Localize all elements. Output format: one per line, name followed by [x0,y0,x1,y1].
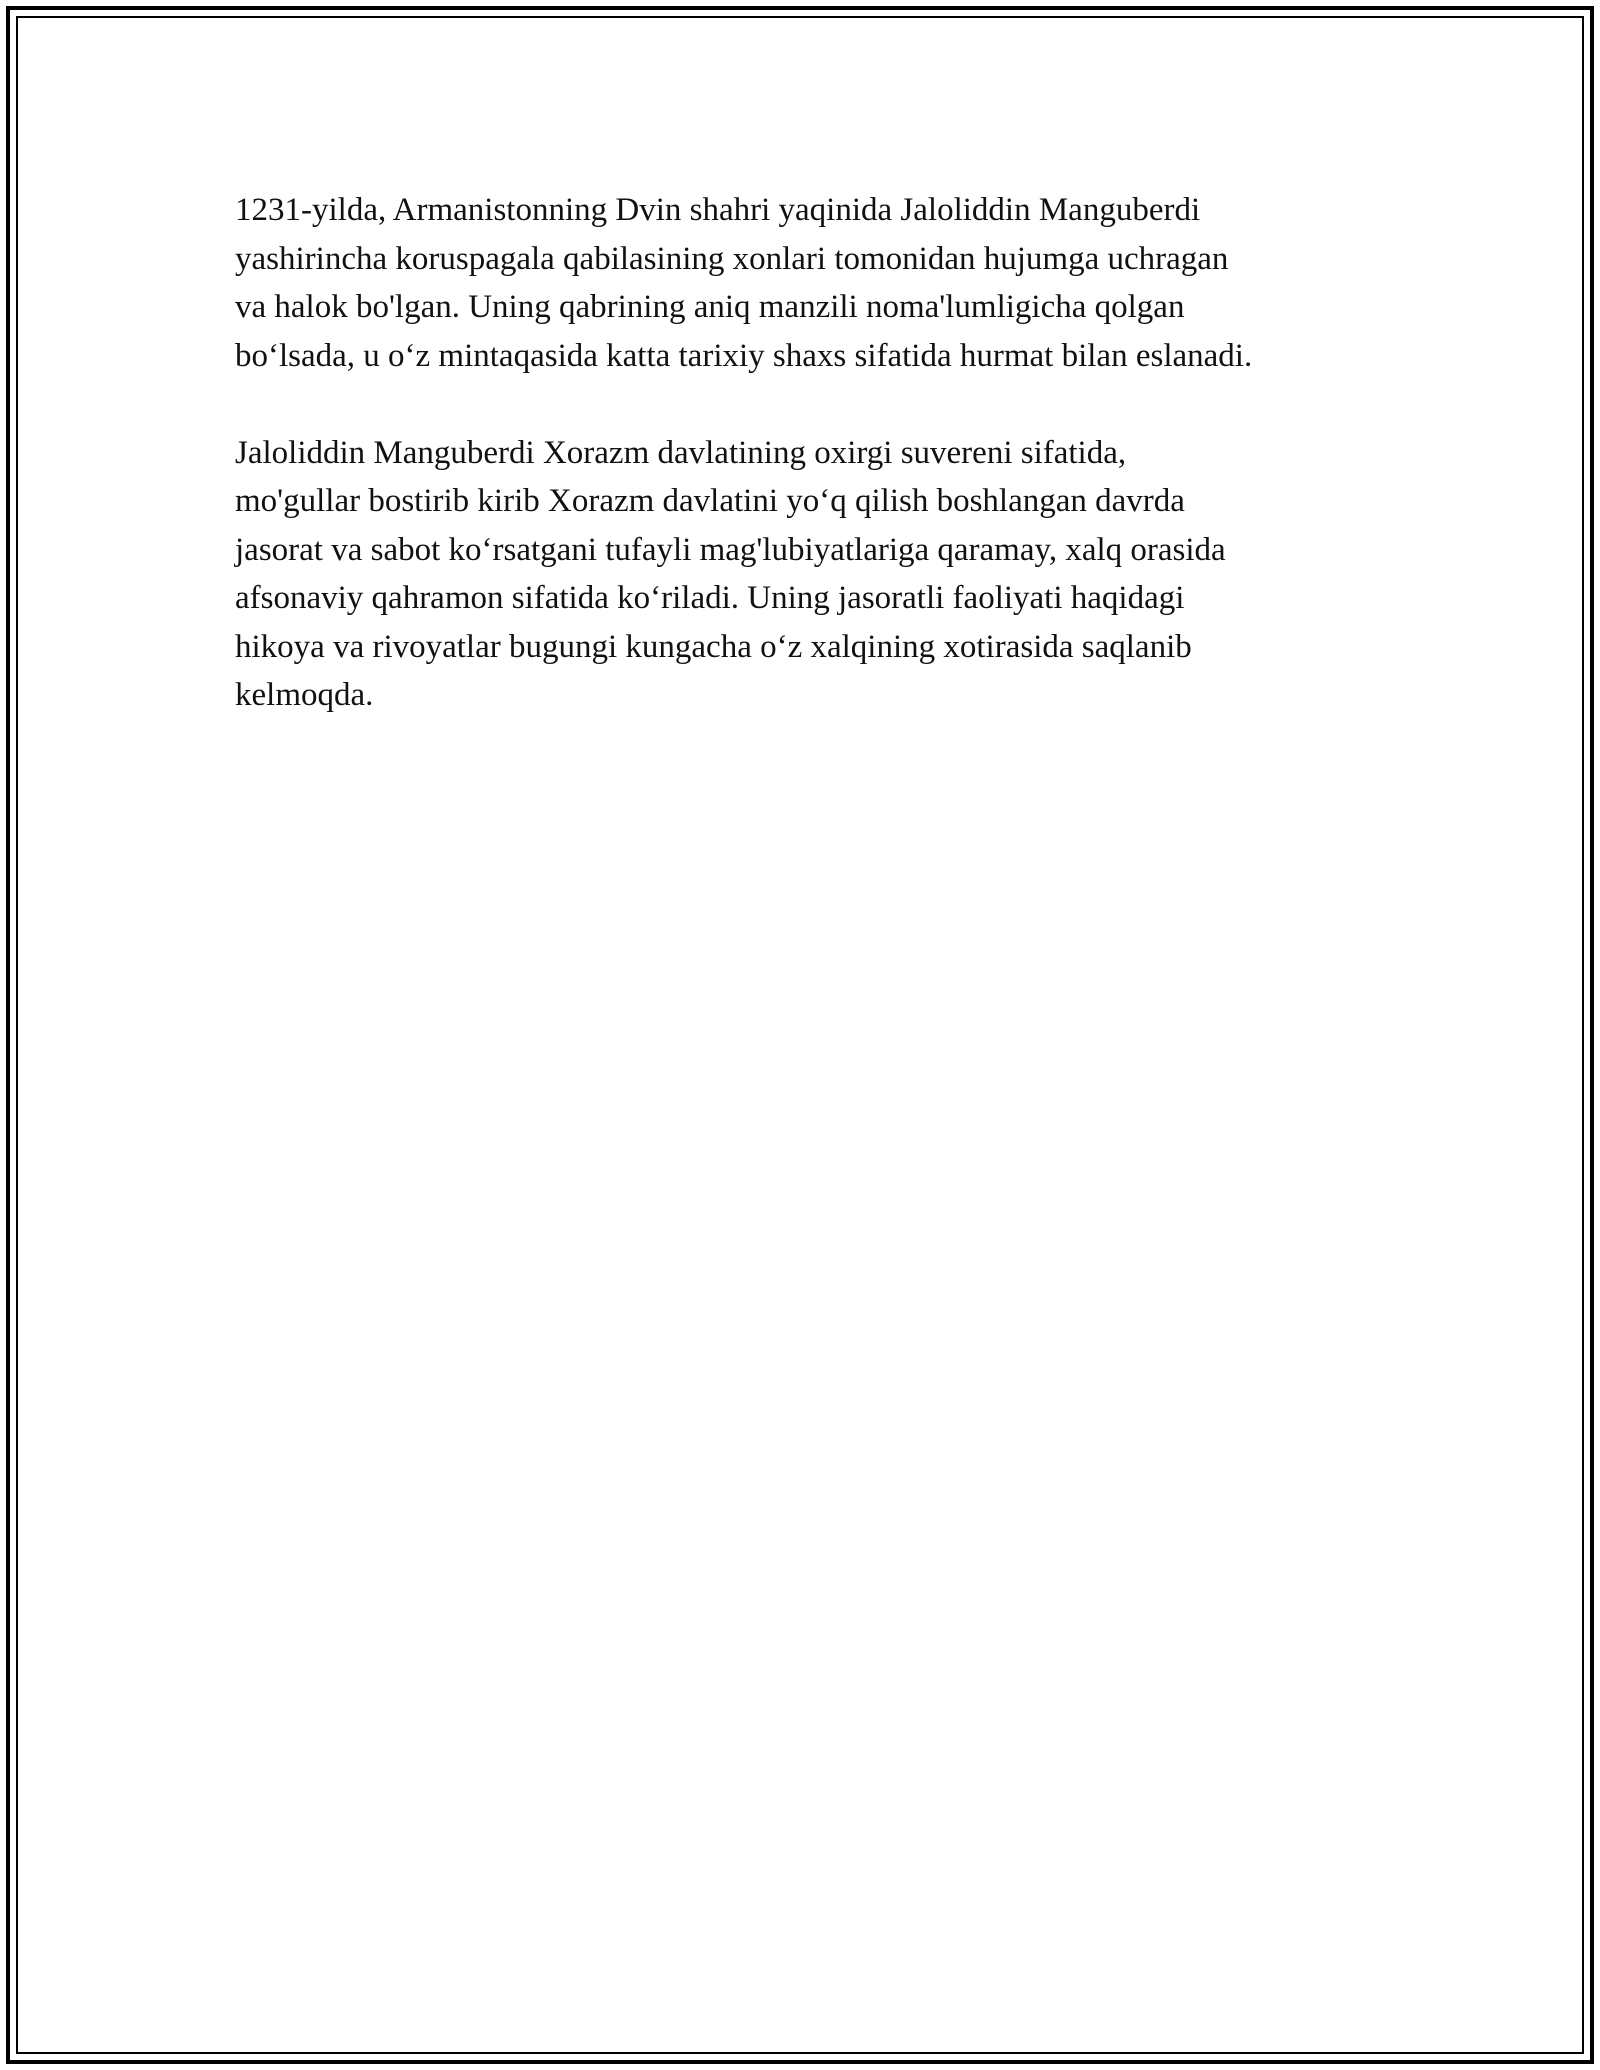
paragraph-2 [235,429,1395,720]
paragraph-line: 1231-yilda, Armanistonning Dvin shahri yaqinida Jaloliddin Manguberdi [235,192,1201,228]
paragraph-line: Jaloliddin Manguberdi Xorazm davlatining oxirgi suvereni sifatida, [235,434,1127,471]
paragraph-line: hikoya va rivoyatlar bugungi kungacha o‘z xalqining xotirasida saqlanib [235,628,1192,665]
paragraph-line: mo'gullar bostirib kirib Xorazm davlatini yo‘q qilish boshlangan davrda [235,483,1185,519]
paragraph-line: afsonaviy qahramon sifatida ko‘riladi. Uning jasoratli faoliyati haqidagi [235,580,1185,616]
paragraph-line: yashirincha koruspagala qabilasining xonlari tomonidan hujumga uchragan [235,240,1229,277]
paragraph-line: va halok bo'lgan. Uning qabrining aniq manzili noma'lumligicha qolgan [235,289,1185,325]
paragraph-line: jasorat va sabot ko‘rsatgani tufayli mag'lubiyatlariga qaramay, xalq orasida [235,531,1226,568]
document-body [235,186,1395,768]
paragraph-line: kelmoqda. [235,677,374,713]
paragraph-1 [235,186,1395,380]
paragraph-line: bo‘lsada, u o‘z mintaqasida katta tarixiy shaxs sifatida hurmat bilan eslanadi. [235,337,1253,374]
